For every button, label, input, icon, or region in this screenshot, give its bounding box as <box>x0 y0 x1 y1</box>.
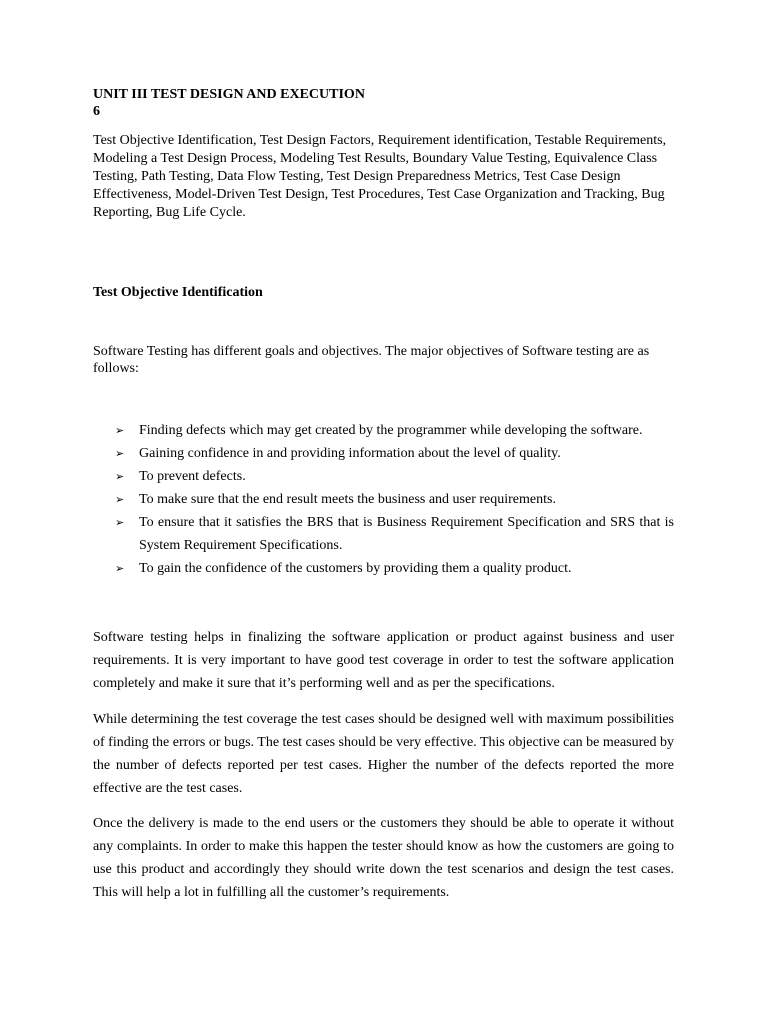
intro-paragraph: Software Testing has different goals and objectives. The major objectives of Software testing are as follows: <box>93 344 650 376</box>
objectives-list <box>93 419 674 580</box>
list-item <box>93 557 674 580</box>
body-paragraph: Software testing helps in finalizing the software application or product against business and user requirements. It is very important to have good test coverage in order to test the software application completely and make it sure that it’s performing well and as per the specifications. <box>93 630 674 691</box>
list-item <box>93 511 674 557</box>
arrow-bullet-icon: ➢ <box>115 470 125 483</box>
arrow-bullet-icon: ➢ <box>115 493 125 506</box>
arrow-bullet-icon: ➢ <box>115 516 125 529</box>
list-item-text: Finding defects which may get created by the programmer while developing the software. <box>139 423 643 438</box>
arrow-bullet-icon: ➢ <box>115 424 125 437</box>
list-item <box>93 465 674 488</box>
list-item-text: To ensure that it satisfies the BRS that is Business Requirement Specification and SRS that is System Requirement Specifications. <box>139 515 674 553</box>
arrow-bullet-icon: ➢ <box>115 562 125 575</box>
list-item <box>93 488 674 511</box>
list-item-text: To prevent defects. <box>139 469 246 484</box>
body-paragraph: Once the delivery is made to the end users or the customers they should be able to operate it without any complaints. In order to make this happen the tester should know as how the customers are going to use this product and accordingly they should write down the test scenarios and design the test cases. This will help a lot in fulfilling all the customer’s requirements. <box>93 816 674 900</box>
list-item-text: To gain the confidence of the customers by providing them a quality product. <box>139 561 572 576</box>
body-paragraph: While determining the test coverage the test cases should be designed well with maximum possibilities of finding the errors or bugs. The test cases should be very effective. This objective can be measured by the number of defects reported per test cases. Higher the number of the defects reported the more effective are the test cases. <box>93 712 674 796</box>
list-item-text: To make sure that the end result meets the business and user requirements. <box>139 492 556 507</box>
unit-title: UNIT III TEST DESIGN AND EXECUTION <box>93 87 365 102</box>
list-item <box>93 419 674 442</box>
syllabus-text: Test Objective Identification, Test Design Factors, Requirement identification, Testable Requirements, Modeling a Test Design Process, Modeling Test Results, Boundary Value Testing, Equivalence Class Testing, Path Testing, Data Flow Testing, Test Design Preparedness Metrics, Test Case Design Effectiveness, Model-Driven Test Design, Test Procedures, Test Case Organization and Tracking, Bug Reporting, Bug Life Cycle. <box>93 133 667 220</box>
list-item <box>93 442 674 465</box>
document-page <box>93 86 674 900</box>
list-item-text: Gaining confidence in and providing information about the level of quality. <box>139 446 561 461</box>
arrow-bullet-icon: ➢ <box>115 447 125 460</box>
unit-hours: 6 <box>93 104 100 119</box>
section-heading: Test Objective Identification <box>93 285 263 300</box>
